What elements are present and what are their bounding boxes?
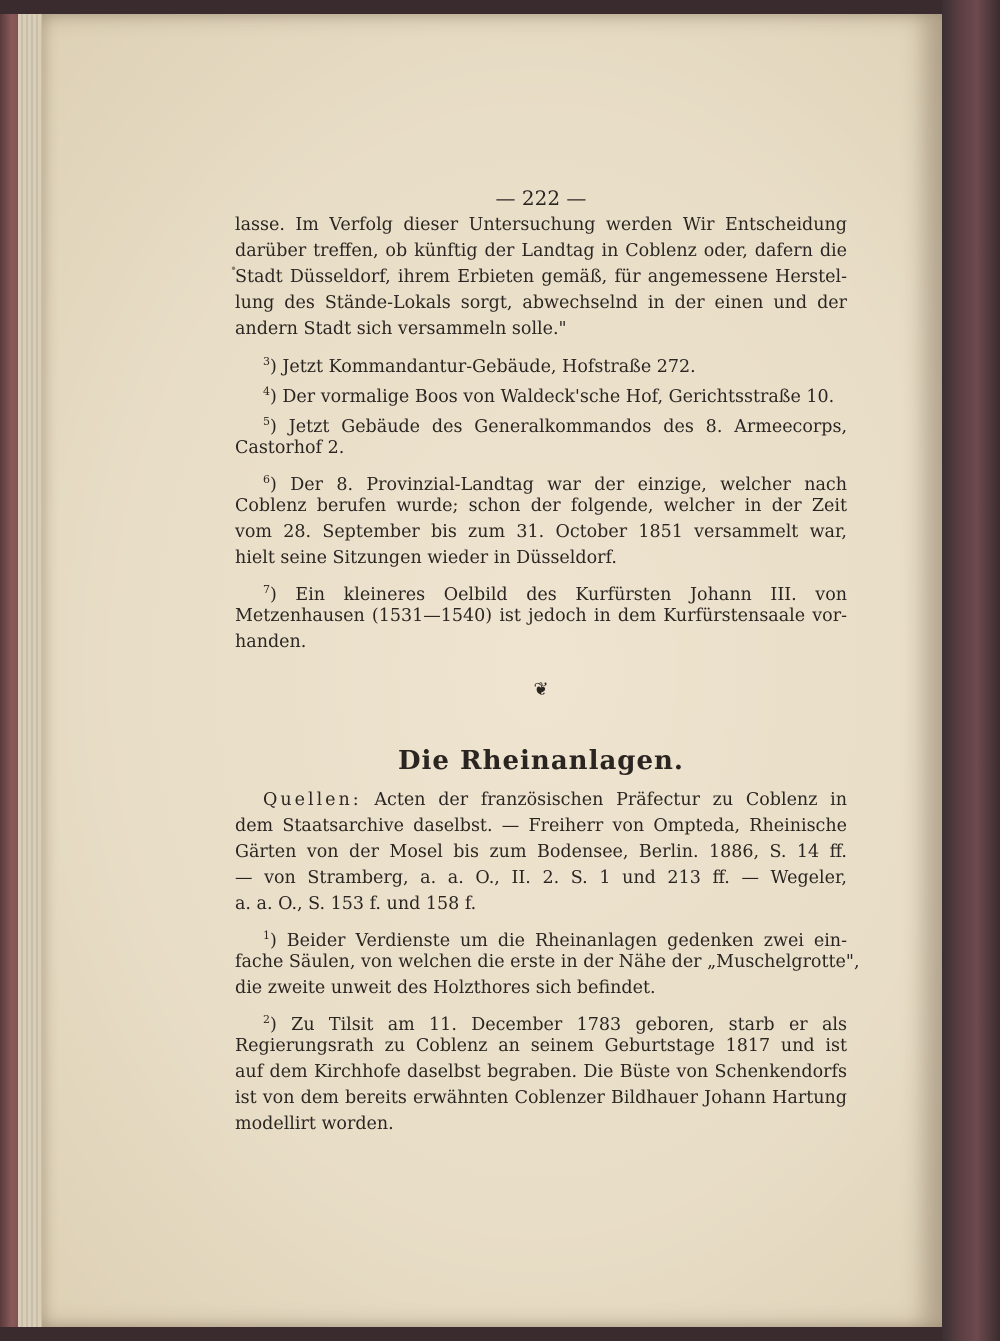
text-line: andern Stadt sich versammeln solle." [235,319,567,339]
cover-right-edge [942,0,1000,1341]
footnote-number: 6 [263,473,270,486]
text-line: dem Staatsarchive daselbst. — Freiherr von Ompteda, Rheinische [235,816,847,836]
text-line: Gärten von der Mosel bis zum Bodensee, Berlin. 1886, S. 14 ff. [235,842,847,862]
footnote-2: $^2$) Zu Tilsit am 11. December 1783 geboren, starb er als [263,1013,848,1035]
text-line: vom 28. September bis zum 31. October 1851 versammelt war, [235,522,847,542]
footnote-number: 3 [263,355,270,368]
footnote-text: Jetzt Kommandantur-Gebäude, Hofstraße 272. [282,356,696,377]
text-line: lung des Stände-Lokals sorgt, abwechselnd in der einen und der [235,293,847,313]
footnote-3: $^3$) Jetzt Kommandantur-Gebäude, Hofstraße 272. [263,355,696,377]
footnote-4: $^4$) Der vormalige Boos von Waldeck'sche Hof, Gerichtsstraße 10. [263,385,835,407]
text-line: darüber treffen, ob künftig der Landtag in Coblenz oder, dafern die [235,241,847,261]
text-line: Coblenz berufen wurde; schon der folgende, welcher in der Zeit [235,496,847,516]
footnote-text: Zu Tilsit am 11. December 1783 geboren, starb er als [291,1014,848,1035]
sources-text: Acten der französischen Präfectur zu Coblenz in [374,790,847,810]
footnote-6: $^6$) Der 8. Provinzial-Landtag war der einzige, welcher nach [263,473,847,495]
text-line: modellirt worden. [235,1114,394,1134]
text-line: auf dem Kirchhofe daselbst begraben. Die Büste von Schenkendorfs [235,1062,847,1082]
text-line: Metzenhausen (1531—1540) ist jedoch in dem Kurfürstensaale vor- [235,606,847,626]
footnote-number: 7 [263,583,270,596]
footnote-text: Der 8. Provinzial-Landtag war der einzige, welcher nach [290,474,847,495]
text-line: a. a. O., S. 153 f. und 158 f. [235,894,477,914]
text-line: ist von dem bereits erwähnten Coblenzer Bildhauer Johann Hartung [235,1088,847,1108]
text-line: Regierungsrath zu Coblenz an seinem Geburtstage 1817 und ist [235,1036,847,1056]
footnote-5: $^5$) Jetzt Gebäude des Generalkommandos des 8. Armeecorps, [263,415,848,437]
footnote-number: 1 [263,929,270,942]
text-line: hielt seine Sitzungen wieder in Düsseldorf. [235,548,617,568]
footnote-7: $^7$) Ein kleineres Oelbild des Kurfürsten Johann III. von [263,583,848,605]
text-line: handen. [235,632,307,652]
sources-paragraph [235,789,847,811]
footnote-text: Ein kleineres Oelbild des Kurfürsten Johann III. von [295,584,848,605]
text-line: lasse. Im Verfolg dieser Untersuchung werden Wir Entscheidung [235,215,847,235]
text-line: die zweite unweit des Holzthores sich befindet. [235,978,656,998]
footnote-text: Jetzt Gebäude des Generalkommandos des 8. Armeecorps, [288,416,848,437]
book-page [42,14,942,1327]
text-line: Castorhof 2. [235,438,345,458]
footnote-number: 4 [263,385,270,398]
footnote-text: Beider Verdienste um die Rheinanlagen gedenken zwei ein- [286,930,847,951]
text-line: — von Stramberg, a. a. O., II. 2. S. 1 und 213 ff. — Wegeler, [235,868,847,888]
fleuron-ornament: ❦ [533,679,549,700]
page-number: — 222 — [495,186,587,210]
section-heading: Die Rheinanlagen. [397,746,684,776]
sources-label: Quellen: [263,790,362,810]
footnote-number: 2 [263,1013,270,1026]
text-line: Stadt Düsseldorf, ihrem Erbieten gemäß, für angemessene Herstel- [235,267,847,287]
footnote-number: 5 [263,415,270,428]
footnote-text: Der vormalige Boos von Waldeck'sche Hof, Gerichtsstraße 10. [282,386,835,407]
footnote-1: $^1$) Beider Verdienste um die Rheinanlagen gedenken zwei ein- [263,929,847,951]
margin-mark: • [230,262,238,276]
cover-bottom-edge [0,1327,1000,1341]
text-line: fache Säulen, von welchen die erste in der Nähe der „Muschelgrotte", [235,952,860,972]
cover-top-edge [0,0,1000,14]
